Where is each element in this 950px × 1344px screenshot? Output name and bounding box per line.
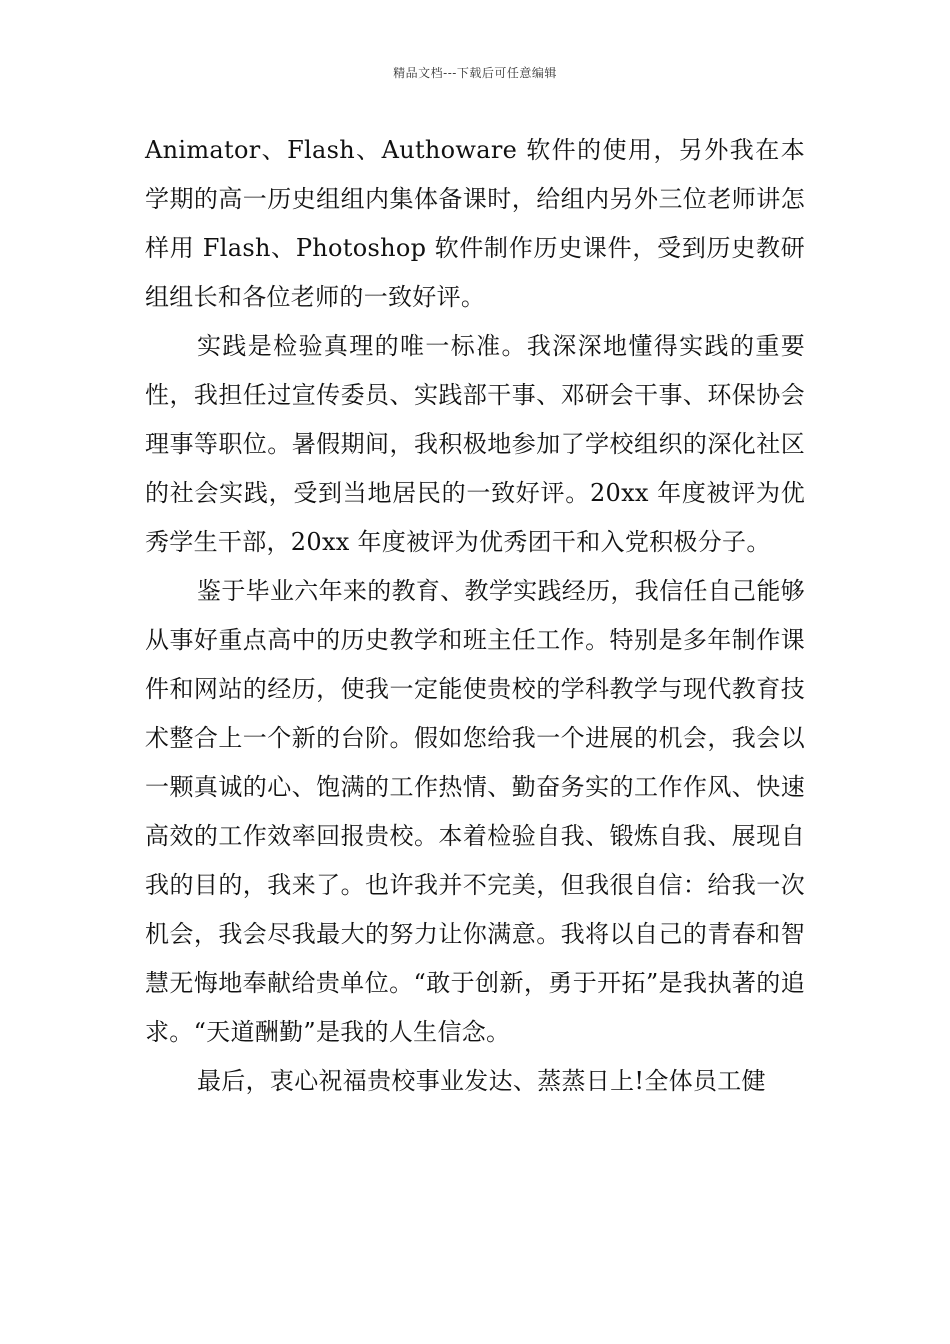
- page-header: 精品文档---下载后可任意编辑: [393, 66, 557, 80]
- paragraph-practice: 实践是检验真理的唯一标准。我深深地懂得实践的重要性，我担任过宣传委员、实践部干事、邓研会干事、环保协会理事等职位。暑假期间，我积极地参加了学校组织的深化社区的社会实践，受到当地居民的一致好评。20xx 年度被评为优秀学生干部，20xx 年度被评为优秀团干和入党积极分子。: [145, 332, 805, 556]
- paragraph-closing: 最后，衷心祝福贵校事业发达、蒸蒸日上!全体员工健: [197, 1067, 766, 1095]
- document-body: [145, 126, 805, 1106]
- paragraph-software-usage: Animator、Flash、Authoware 软件的使用，另外我在本学期的高一历史组组内集体备课时，给组内另外三位老师讲怎样用 Flash、Photoshop 软件制作历史课件，受到历史教研组组长和各位老师的一致好评。: [145, 136, 805, 311]
- paragraph-experience: 鉴于毕业六年来的教育、教学实践经历，我信任自己能够从事好重点高中的历史教学和班主任工作。特别是多年制作课件和网站的经历，使我一定能使贵校的学科教学与现代教育技术整合上一个新的台阶。假如您给我一个进展的机会，我会以一颗真诚的心、饱满的工作热情、勤奋务实的工作作风、快速高效的工作效率回报贵校。本着检验自我、锻炼自我、展现自我的目的，我来了。也许我并不完美，但我很自信：给我一次机会，我会尽我最大的努力让你满意。我将以自己的青春和智慧无悔地奉献给贵单位。“敢于创新，勇于开拓”是我执著的追求。“天道酬勤”是我的人生信念。: [145, 577, 805, 1046]
